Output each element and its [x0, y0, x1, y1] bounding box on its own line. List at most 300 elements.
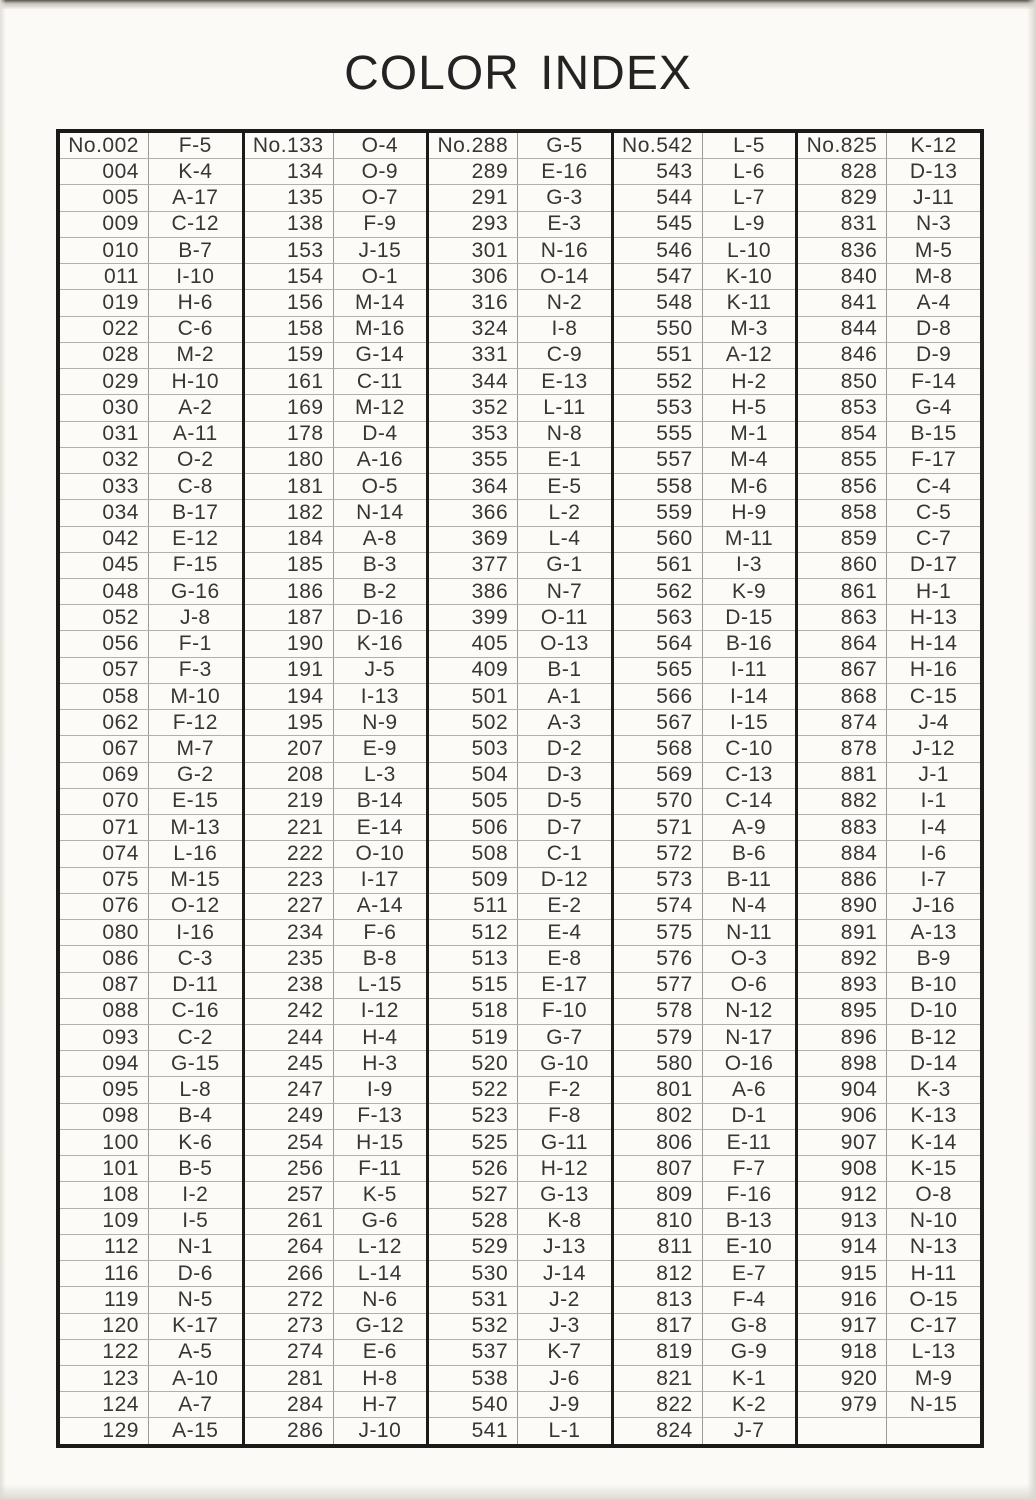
table-row: [429, 1051, 611, 1077]
color-code-cell: O-16: [724, 1051, 774, 1075]
color-code-cell: I-17: [360, 868, 399, 892]
color-number-cell: 289: [429, 159, 518, 184]
table-row: [429, 658, 611, 684]
color-code-cell: K-17: [172, 1314, 219, 1338]
color-code-cell: F-16: [726, 1182, 772, 1206]
color-code-cell: J-16: [912, 894, 956, 918]
table-row: [60, 684, 242, 710]
table-row: [429, 369, 611, 395]
color-code-cell: B-15: [910, 422, 957, 446]
color-code-cell: L-13: [911, 1340, 956, 1364]
color-code-cell: A-3: [547, 710, 582, 734]
table-row: [798, 868, 980, 894]
color-code-cell: M-16: [354, 317, 405, 341]
color-number-cell: 828: [798, 159, 887, 184]
color-number-cell: 056: [60, 631, 149, 656]
color-number-cell: 134: [245, 159, 334, 184]
table-row: [429, 448, 611, 474]
color-code-cell: I-9: [366, 1078, 393, 1102]
color-code-cell: L-10: [727, 238, 772, 262]
table-row: [614, 212, 796, 238]
color-code-cell: L-9: [733, 212, 765, 236]
table-row: [614, 474, 796, 500]
color-number-cell: 859: [798, 527, 887, 552]
table-row: [245, 474, 427, 500]
color-code-cell: H-11: [910, 1261, 957, 1285]
color-number-cell: 561: [614, 553, 703, 578]
table-row: [614, 1104, 796, 1130]
color-number-cell: 527: [429, 1182, 518, 1207]
color-number-cell: 010: [60, 238, 149, 263]
color-code-cell: J-13: [543, 1235, 586, 1259]
color-code-cell: G-10: [540, 1051, 589, 1075]
color-number-cell: 076: [60, 894, 149, 919]
color-number-cell: 508: [429, 841, 518, 866]
color-number-cell: 108: [60, 1182, 149, 1207]
color-code-cell: A-11: [172, 422, 218, 446]
color-number-cell: 579: [614, 1025, 703, 1050]
color-number-cell: 405: [429, 631, 518, 656]
color-code-cell: J-5: [364, 658, 396, 682]
color-number-cell: 004: [60, 159, 149, 184]
color-code-cell: B-4: [178, 1104, 213, 1128]
color-number-cell: 011: [60, 264, 149, 289]
color-number-cell: 182: [245, 500, 334, 525]
table-row: [429, 159, 611, 185]
color-code-cell: K-13: [910, 1104, 957, 1128]
table-row: [60, 1130, 242, 1156]
table-row: [245, 1130, 427, 1156]
table-row: [429, 1235, 611, 1261]
color-code-cell: F-4: [732, 1287, 766, 1311]
color-number-cell: 256: [245, 1156, 334, 1181]
color-code-cell: C-9: [546, 343, 583, 367]
color-number-cell: 301: [429, 238, 518, 263]
color-number-cell: 138: [245, 212, 334, 237]
table-row: [60, 395, 242, 421]
color-code-cell: L-12: [357, 1235, 402, 1259]
color-number-cell: 031: [60, 422, 149, 447]
table-row: [429, 1209, 611, 1235]
color-code-cell: J-10: [358, 1419, 402, 1443]
table-row: [429, 343, 611, 369]
table-row: [60, 343, 242, 369]
table-row: [60, 290, 242, 316]
color-number-cell: 858: [798, 500, 887, 525]
color-code-cell: C-14: [725, 789, 773, 813]
color-code-cell: B-9: [916, 946, 951, 970]
color-code-cell: E-13: [541, 369, 588, 393]
color-number-cell: 529: [429, 1235, 518, 1260]
color-code-cell: I-13: [360, 684, 399, 708]
color-code-cell: J-1: [918, 763, 949, 787]
color-code-cell: M-9: [914, 1366, 953, 1390]
color-code-cell: B-6: [731, 841, 767, 865]
color-code-cell: M-4: [730, 448, 768, 472]
color-code-cell: E-14: [356, 815, 404, 839]
table-row: [60, 1209, 242, 1235]
color-code-cell: M-3: [730, 317, 768, 341]
table-row: [614, 946, 796, 972]
color-code-cell: C-17: [909, 1314, 958, 1338]
color-number-cell: 895: [798, 999, 887, 1024]
table-row: [245, 736, 427, 762]
color-number-cell: 864: [798, 631, 887, 656]
table-row: [245, 395, 427, 421]
table-row: [798, 1235, 980, 1261]
color-number-cell: 523: [429, 1104, 518, 1129]
table-row: [245, 658, 427, 684]
color-code-cell: G-12: [355, 1314, 405, 1338]
table-row: [614, 290, 796, 316]
table-row: [798, 264, 980, 290]
table-row: [60, 605, 242, 631]
color-code-cell: E-7: [731, 1261, 767, 1285]
table-row: [614, 448, 796, 474]
color-number-cell: 154: [245, 264, 334, 289]
table-row: [245, 1287, 427, 1313]
table-row: [798, 1182, 980, 1208]
color-number-cell: 022: [60, 317, 149, 342]
color-code-cell: K-11: [726, 291, 772, 315]
table-row: [60, 1051, 242, 1077]
color-number-cell: 567: [614, 710, 703, 735]
color-number-cell: 048: [60, 579, 149, 604]
color-code-cell: B-8: [362, 946, 397, 970]
table-row: [60, 527, 242, 553]
color-code-cell: I-4: [920, 815, 947, 839]
color-number-cell: 030: [60, 395, 149, 420]
color-number-cell: 377: [429, 553, 518, 578]
table-row: [245, 1025, 427, 1051]
color-number-cell: 576: [614, 946, 703, 971]
color-number-cell: 570: [614, 789, 703, 814]
color-number-cell: 878: [798, 736, 887, 761]
color-number-cell: 186: [245, 579, 334, 604]
color-code-cell: M-12: [354, 395, 405, 419]
table-row: [245, 920, 427, 946]
color-code-cell: L-1: [548, 1419, 581, 1443]
color-code-cell: E-9: [362, 737, 397, 760]
table-column-group: [429, 133, 614, 1444]
color-code-cell: D-16: [356, 605, 404, 629]
color-number-cell: 844: [798, 317, 887, 342]
color-number-cell: 033: [60, 474, 149, 499]
table-row: [614, 1418, 796, 1443]
color-code-cell: F-3: [178, 658, 212, 682]
color-code-cell: [887, 1418, 980, 1443]
table-row: [798, 658, 980, 684]
color-code-cell: N-16: [540, 238, 589, 262]
color-code-cell: K-12: [910, 133, 957, 157]
color-code-cell: C-6: [177, 317, 213, 341]
table-row: [60, 448, 242, 474]
table-row: [429, 212, 611, 238]
color-number-cell: 512: [429, 920, 518, 945]
color-code-cell: A-10: [172, 1366, 219, 1390]
table-row: [60, 631, 242, 657]
table-row: [245, 868, 427, 894]
table-row: [429, 1418, 611, 1443]
color-number-cell: 829: [798, 185, 887, 210]
table-row: [245, 500, 427, 526]
table-row: [798, 159, 980, 185]
color-number-cell: 868: [798, 684, 887, 709]
table-row: [60, 868, 242, 894]
color-code-cell: O-1: [361, 264, 399, 288]
color-code-cell: D-7: [546, 815, 583, 839]
table-row: [429, 1182, 611, 1208]
color-number-cell: 409: [429, 658, 518, 683]
table-row: [429, 1130, 611, 1156]
table-row: [798, 1340, 980, 1366]
color-code-cell: N-13: [909, 1235, 958, 1259]
color-number-cell: 821: [614, 1366, 703, 1391]
color-number-cell: 029: [60, 369, 149, 394]
color-code-cell: G-6: [361, 1209, 399, 1233]
table-row: [245, 631, 427, 657]
table-row: [798, 133, 980, 159]
table-row: [245, 1418, 427, 1443]
table-row: [429, 133, 611, 159]
table-row: [429, 1025, 611, 1051]
color-number-cell: 809: [614, 1182, 703, 1207]
table-row: [798, 474, 980, 500]
color-code-cell: A-9: [731, 815, 767, 839]
color-number-cell: 920: [798, 1366, 887, 1391]
table-row: [614, 868, 796, 894]
color-code-cell: G-4: [915, 395, 952, 419]
color-code-cell: K-3: [916, 1078, 951, 1102]
color-code-cell: J-4: [918, 710, 949, 734]
color-number-cell: 293: [429, 212, 518, 237]
color-number-cell: 272: [245, 1287, 334, 1312]
table-row: [245, 159, 427, 185]
color-number-cell: 094: [60, 1051, 149, 1076]
color-code-cell: M-2: [176, 343, 215, 367]
table-row: [245, 553, 427, 579]
table-row: [429, 317, 611, 343]
table-row: [429, 500, 611, 526]
color-number-cell: 801: [614, 1077, 703, 1102]
table-row: [245, 212, 427, 238]
color-code-cell: G-11: [540, 1130, 589, 1154]
color-number-cell: 890: [798, 894, 887, 919]
table-row: [798, 343, 980, 369]
color-number-cell: 194: [245, 684, 334, 709]
color-code-cell: F-12: [172, 710, 218, 734]
color-number-cell: 813: [614, 1287, 703, 1312]
color-number-cell: 906: [798, 1104, 887, 1129]
color-number-cell: 503: [429, 736, 518, 761]
color-number-cell: 886: [798, 868, 887, 893]
table-row: [429, 527, 611, 553]
color-code-cell: D-8: [915, 317, 952, 341]
color-code-cell: J-15: [358, 238, 402, 262]
color-code-cell: A-4: [916, 291, 951, 315]
color-number-cell: 284: [245, 1392, 334, 1417]
color-code-cell: O-13: [540, 632, 589, 656]
color-number-cell: 526: [429, 1156, 518, 1181]
table-row: [60, 238, 242, 264]
color-code-cell: M-8: [914, 264, 953, 288]
table-row: [245, 1314, 427, 1340]
table-row: [60, 317, 242, 343]
color-code-cell: G-14: [355, 343, 405, 367]
color-code-cell: M-11: [724, 527, 774, 551]
table-row: [614, 1340, 796, 1366]
table-row: [245, 815, 427, 841]
color-number-cell: 159: [245, 343, 334, 368]
table-row: [60, 920, 242, 946]
color-code-cell: F-1: [178, 632, 212, 656]
color-code-cell: I-14: [729, 684, 769, 708]
color-number-cell: 386: [429, 579, 518, 604]
table-row: [429, 553, 611, 579]
table-row: [60, 1104, 242, 1130]
color-number-cell: 918: [798, 1340, 887, 1365]
table-row: [614, 1366, 796, 1392]
color-number-cell: 856: [798, 474, 887, 499]
color-code-cell: C-1: [546, 841, 583, 865]
table-row: [798, 815, 980, 841]
color-code-cell: H-2: [731, 369, 767, 393]
color-code-cell: L-15: [357, 973, 402, 997]
color-number-cell: 087: [60, 973, 149, 998]
table-row: [614, 999, 796, 1025]
color-number-cell: 565: [614, 658, 703, 683]
color-code-cell: G-13: [540, 1182, 589, 1206]
table-row: [429, 1104, 611, 1130]
color-number-cell: 898: [798, 1051, 887, 1076]
color-number-cell: 352: [429, 395, 518, 420]
table-column-group: [614, 133, 799, 1444]
table-row: [245, 317, 427, 343]
page-title: COLOR INDEX: [344, 47, 692, 100]
table-row: [798, 1025, 980, 1051]
color-number-cell: 893: [798, 973, 887, 998]
color-code-cell: B-5: [178, 1156, 213, 1180]
table-row: [614, 631, 796, 657]
table-row: [60, 1156, 242, 1182]
table-row: [60, 789, 242, 815]
color-number-cell: 080: [60, 920, 149, 945]
color-code-cell: C-2: [177, 1025, 213, 1049]
color-number-cell: 543: [614, 159, 703, 184]
table-row: [798, 527, 980, 553]
color-index-table: [56, 129, 984, 1448]
table-row: [60, 212, 242, 238]
table-row: [60, 710, 242, 736]
table-row: [245, 973, 427, 999]
color-code-cell: O-11: [540, 605, 589, 629]
color-number-cell: 261: [245, 1209, 334, 1234]
table-row: [798, 1366, 980, 1392]
color-code-cell: D-4: [362, 422, 398, 446]
color-number-cell: 520: [429, 1051, 518, 1076]
table-row: [798, 763, 980, 789]
color-code-cell: N-10: [909, 1209, 958, 1233]
color-number-cell: 124: [60, 1392, 149, 1417]
color-number-cell: No.002: [60, 133, 149, 158]
table-row: [60, 999, 242, 1025]
color-number-cell: 058: [60, 684, 149, 709]
table-row: [798, 894, 980, 920]
table-row: [60, 159, 242, 185]
color-number-cell: 553: [614, 395, 703, 420]
table-row: [429, 631, 611, 657]
color-code-cell: D-13: [909, 159, 958, 183]
color-number-cell: 254: [245, 1130, 334, 1155]
color-number-cell: 028: [60, 343, 149, 368]
table-row: [429, 264, 611, 290]
table-row: [798, 631, 980, 657]
color-number-cell: 532: [429, 1314, 518, 1339]
color-number-cell: 234: [245, 920, 334, 945]
color-number-cell: 577: [614, 973, 703, 998]
table-row: [60, 1366, 242, 1392]
color-number-cell: 242: [245, 999, 334, 1024]
color-number-cell: 195: [245, 710, 334, 735]
table-row: [245, 527, 427, 553]
color-number-cell: No.288: [429, 133, 518, 158]
color-code-cell: E-15: [172, 789, 219, 813]
color-code-cell: J-7: [733, 1419, 765, 1443]
color-code-cell: K-6: [178, 1130, 213, 1154]
color-number-cell: 506: [429, 815, 518, 840]
color-number-cell: 810: [614, 1209, 703, 1234]
color-number-cell: 158: [245, 317, 334, 342]
color-code-cell: O-5: [361, 474, 399, 498]
color-number-cell: 264: [245, 1235, 334, 1260]
table-row: [60, 133, 242, 159]
color-code-cell: D-14: [909, 1051, 958, 1075]
color-code-cell: E-16: [541, 159, 588, 183]
color-number-cell: 291: [429, 185, 518, 210]
color-number-cell: 530: [429, 1261, 518, 1286]
color-code-cell: N-12: [725, 999, 773, 1023]
color-code-cell: H-9: [731, 500, 767, 524]
color-code-cell: G-1: [546, 553, 583, 577]
color-code-cell: N-1: [177, 1235, 213, 1259]
table-row: [614, 1130, 796, 1156]
table-row: [614, 553, 796, 579]
color-number-cell: 042: [60, 527, 149, 552]
color-code-cell: F-9: [363, 212, 397, 236]
table-row: [614, 527, 796, 553]
color-code-cell: M-15: [170, 868, 221, 892]
color-code-cell: K-2: [731, 1392, 767, 1416]
color-code-cell: N-7: [546, 579, 583, 603]
color-code-cell: I-16: [176, 920, 215, 944]
color-code-cell: C-11: [356, 369, 403, 393]
table-row: [245, 1182, 427, 1208]
table-row: [798, 1418, 980, 1443]
color-number-cell: 116: [60, 1261, 149, 1286]
color-number-cell: 509: [429, 868, 518, 893]
color-code-cell: H-12: [540, 1156, 589, 1180]
table-row: [60, 1235, 242, 1261]
table-row: [60, 1314, 242, 1340]
color-number-cell: 316: [429, 290, 518, 315]
color-number-cell: 819: [614, 1340, 703, 1365]
color-code-cell: I-3: [736, 553, 763, 577]
color-code-cell: O-9: [361, 159, 399, 183]
color-number-cell: 811: [614, 1235, 703, 1260]
color-code-cell: N-2: [546, 291, 583, 315]
color-code-cell: N-17: [725, 1025, 773, 1049]
color-code-cell: J-12: [912, 737, 956, 760]
